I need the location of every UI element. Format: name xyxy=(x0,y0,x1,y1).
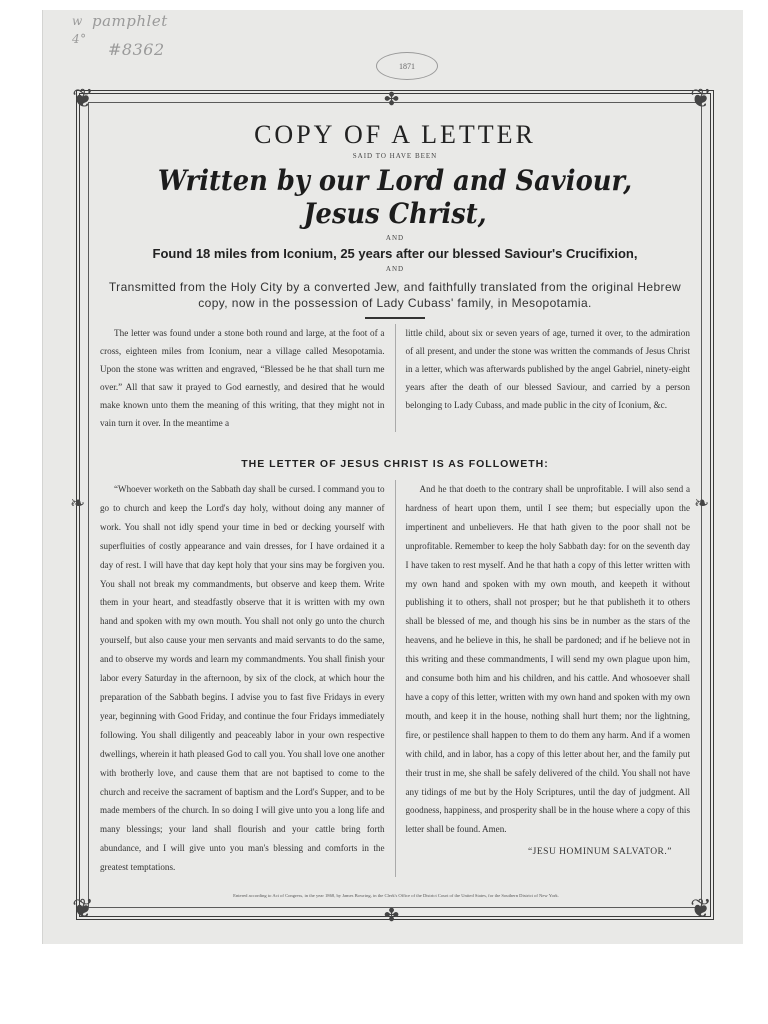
page-title: COPY OF A LETTER xyxy=(254,120,536,149)
transmitted-line: Transmitted from the Holy City by a converted Jew, and faithfully translated from the original Hebrew copy, now in the possession of Lady Cubass' family, in Mesopotamia. xyxy=(108,280,682,310)
letter-column-right-wrap xyxy=(396,480,691,877)
flourish-ornament-icon: ❧ xyxy=(694,493,710,513)
corner-ornament-icon: ❦ xyxy=(690,84,712,113)
letter-content xyxy=(100,110,690,873)
conjunction-and: AND xyxy=(385,265,405,273)
corner-ornament-icon: ❦ xyxy=(72,894,94,923)
flourish-ornament-icon: ✤ xyxy=(384,89,400,109)
written-by-heading: Written by our Lord and Saviour, Jesus Christ, xyxy=(157,164,633,230)
copyright-notice: Entered according to Act of Congress, in the year 1868, by James Bowring, in the Clerk's Office of the District Court of the United States, for the Southern District of New York. xyxy=(233,893,559,898)
found-line: Found 18 miles from Iconium, 25 years after our blessed Saviour's Crucifixion, xyxy=(152,246,638,261)
letter-column-left: “Whoever worketh on the Sabbath day shall be cursed. I command you to go to church and keep the Lord's day holy, without doing any manner of work. You shall not idly spend your time in bed or decking yourself with superfluities of costly appearance and vain dresses, for I have ordained it a day of rest. I will have that day kept holy that your sins may be forgiven you. You shall not break my commandments, but observe and keep them. Write them in your heart, and steadfastly observe that it is written with my own hand and spoken with my own mouth. You shall not only go unto the church yourself, but also cause your men servants and maid servants to do the same, and to observe my words and learn my commandments. You shall finish your labor every Saturday in the afternoon, by six of the clock, at which hour the preparation of the Sabbath begins. I advise you to fast five Fridays in every year, beginning with Good Friday, and continue the four Fridays immediately following. You shall diligently and peaceably labor in your own respective dwellings, wherein it hath pleased God to call you. You shall love one another with brotherly love, and cause them that are not baptised to come to the church and receive the sacrament of baptism and the Lord's Supper, and to be made members of the church. In so doing I will give unto you a long life and many blessings; your land shall flourish and your cattle bring forth abundance, and I will give unto you man's blessing and comforts in the greatest temptations. xyxy=(100,480,396,877)
corner-ornament-icon: ❦ xyxy=(690,894,712,923)
letter-heading: THE LETTER OF JESUS CHRIST IS AS FOLLOWETH: xyxy=(241,458,549,470)
letter-column-right: And he that doeth to the contrary shall be unprofitable. I will also send a hardness of heart upon them, until I see them; but especially upon the impertinent and unbelievers. He that hath given to the poor shall not be unprofitable. Remember to keep the holy Sabbath day: for on the seventh day I have taken to rest myself. And he that hath a copy of this letter written with my own hand and spoken with my own mouth, and keepeth it without publishing it to others, shall not prosper; but he that publisheth it to others shall be blessed of me, and though his sins be in number as the stars of the heavens, and he believe in this, he shall be pardoned; and if he believe not in this writing and these commandments, I will send my own plague upon him, and consume both him and his children, and his cattle. And whosoever shall have a copy of this letter, written with my own hand and spoken with my own mouth, and keep it in the house, nothing shall hurt them; nor the lightning, fire, or pestilence shall happen to them to do them any harm. And if a women with child, and in labor, has a copy of this letter about her, and the family put their trust in me, she shall be safely delivered of the child. You shall not have any tidings of me but by the Holy Scriptures, until the day of judgment. All goodness, happiness, and prosperity shall be in the house where a copy of this letter shall be found. Amen. xyxy=(405,484,690,835)
title-divider xyxy=(365,317,425,319)
intro-section xyxy=(100,324,690,432)
handwritten-pamphlet-note: pamphlet xyxy=(92,12,168,30)
handwritten-mark: w xyxy=(72,14,83,28)
stamp-year: 1871 xyxy=(399,62,415,71)
signature: “JESU HOMINUM SALVATOR.” xyxy=(527,847,672,858)
conjunction-and: AND xyxy=(385,234,405,242)
flourish-ornament-icon: ✤ xyxy=(384,905,400,925)
corner-ornament-icon: ❦ xyxy=(72,84,94,113)
handwritten-catalog-number: #8362 xyxy=(108,40,165,59)
library-stamp xyxy=(376,52,438,80)
handwritten-format-note: 4° xyxy=(72,32,87,46)
intro-column-left: The letter was found under a stone both round and large, at the foot of a cross, eighteen miles from Iconium, near a village called Mesopotamia. Upon the stone was written and engraved, “Blessed be he that shall turn me over.” All that saw it prayed to God earnestly, and desired that he would make known unto them the meaning of this writing, that they might not in vain turn it over. In the meantime a xyxy=(100,324,396,432)
letter-body xyxy=(100,480,690,877)
subtitle-said: SAID TO HAVE BEEN xyxy=(352,152,438,160)
intro-column-right: little child, about six or seven years of age, turned it over, to the admiration of all present, and under the stone was written the commands of Jesus Christ in a letter, which was afterwards published by the angel Gabriel, ninety-eight years after the death of our blessed Saviour, and carried by a person belonging to Lady Cubass, and made public in the city of Iconium, &c. xyxy=(405,328,690,410)
flourish-ornament-icon: ❧ xyxy=(70,493,86,513)
